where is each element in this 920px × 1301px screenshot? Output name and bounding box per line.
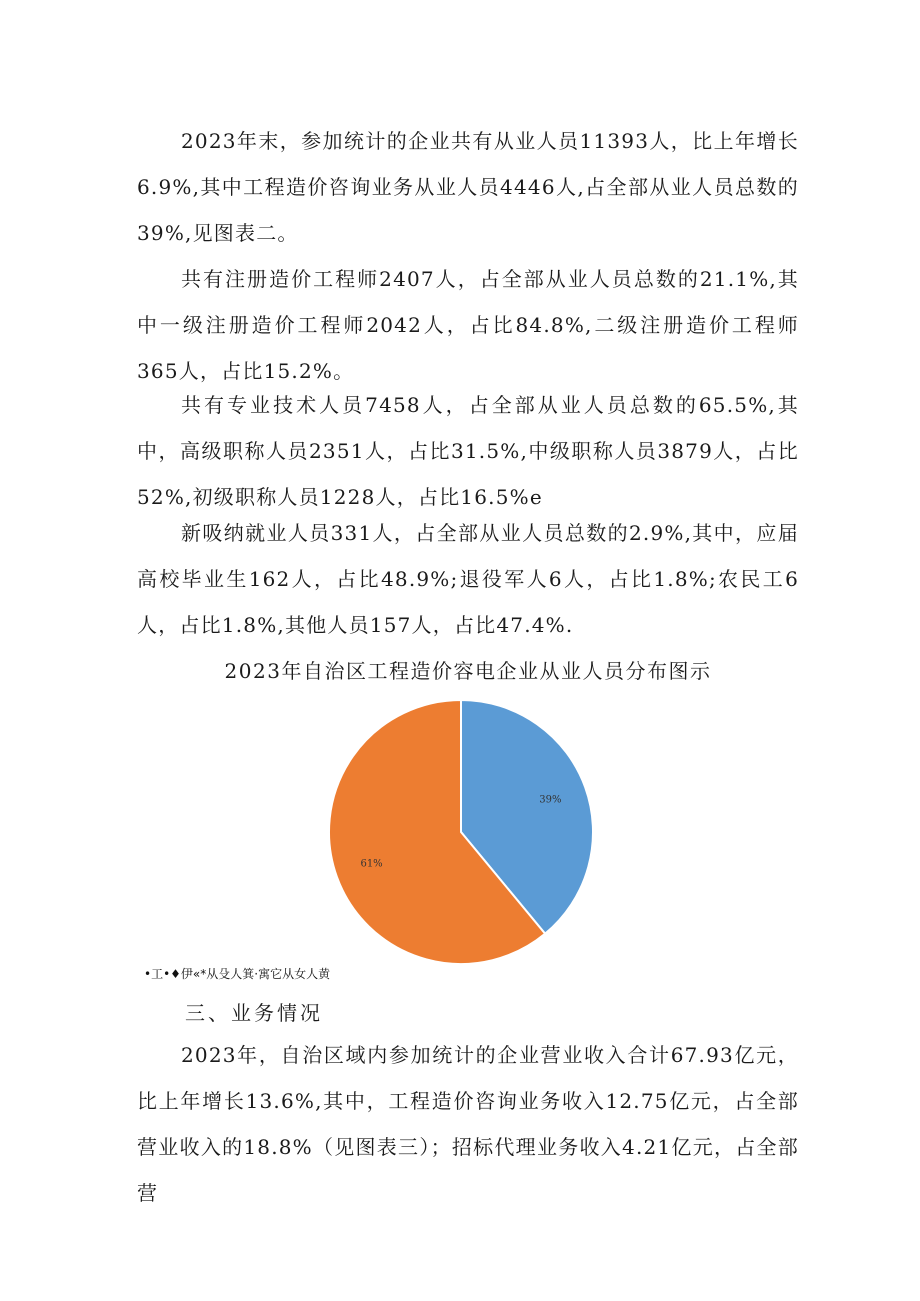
chart-title: 2023年自治区工程造价容电企业从业人员分布图示 [224,659,712,683]
pie-slice-label-1: 39% [539,794,562,806]
paragraph-business-revenue: 2023年，自治区域内参加统计的企业营业收入合计67.93亿元，比上年增长13.6%,其中，工程造价咨询业务收入12.75亿元，占全部营业收入的18.8%（见图表三）；招标代理业务收入4.21亿元，占全部营 [137,1043,799,1205]
paragraph-technical-staff: 共有专业技术人员7458人，占全部从业人员总数的65.5%,其中，高级职称人员2351人，占比31.5%,中级职称人员3879人，占比52%,初级职称人员1228人，占比16.5%e [137,393,799,509]
paragraph-new-hires: 新吸纳就业人员331人，占全部从业人员总数的2.9%,其中，应届高校毕业生162人，占比48.9%;退役军人6人，占比1.8%;农民工6人，占比1.8%,其他人员157人，占比47.4%. [137,521,799,637]
section-heading: 三、业务情况 [185,1001,323,1025]
chart-legend: •工•♦伊«*从殳人箕·寓它从女人黄 [144,967,331,981]
pie-chart-svg [137,696,799,986]
pie-slice-label-2: 61% [360,858,383,870]
paragraph-employees-total: 2023年末，参加统计的企业共有从业人员11393人，比上年增长6.9%,其中工程造价咨询业务从业人员4446人,占全部从业人员总数的39%,见图表二。 [137,129,799,245]
pie-chart [137,696,799,986]
paragraph-registered-engineers: 共有注册造价工程师2407人，占全部从业人员总数的21.1%,其中一级注册造价工程师2042人，占比84.8%,二级注册造价工程师365人，占比15.2%。 [137,267,799,383]
